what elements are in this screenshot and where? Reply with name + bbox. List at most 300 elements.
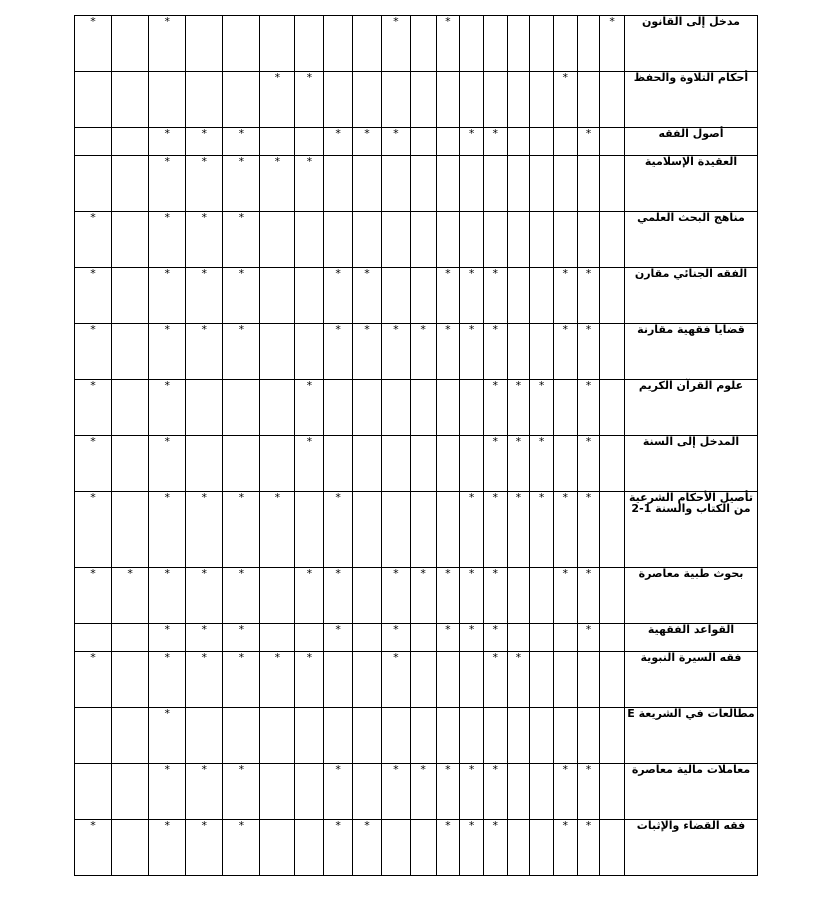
outcome-cell: *	[460, 624, 484, 652]
outcome-cell: *	[295, 652, 324, 708]
outcome-cell	[353, 568, 382, 624]
outcome-cell: *	[295, 436, 324, 492]
outcome-cell	[530, 128, 554, 156]
outcome-cell: *	[353, 820, 382, 876]
outcome-cell	[577, 16, 600, 72]
outcome-cell: *	[483, 436, 507, 492]
outcome-cell	[324, 708, 353, 764]
table-row	[75, 568, 758, 624]
course-name: القواعد الفقهية	[625, 624, 758, 652]
outcome-cell	[260, 820, 295, 876]
outcome-cell	[577, 652, 600, 708]
outcome-cell	[324, 156, 353, 212]
outcome-cell: *	[436, 624, 460, 652]
outcome-cell: *	[75, 568, 112, 624]
outcome-cell: *	[460, 268, 484, 324]
outcome-cell	[460, 156, 484, 212]
outcome-cell: *	[553, 568, 577, 624]
outcome-cell	[600, 156, 625, 212]
outcome-cell: *	[186, 156, 223, 212]
outcome-cell	[223, 436, 260, 492]
outcome-cell	[436, 652, 460, 708]
outcome-cell: *	[149, 380, 186, 436]
outcome-cell: *	[295, 156, 324, 212]
outcome-cell	[483, 212, 507, 268]
outcome-cell	[507, 568, 530, 624]
outcome-cell	[530, 268, 554, 324]
outcome-cell: *	[186, 652, 223, 708]
outcome-cell	[353, 212, 382, 268]
outcome-cell	[530, 72, 554, 128]
outcome-cell: *	[507, 436, 530, 492]
outcome-cell	[600, 72, 625, 128]
outcome-cell: *	[186, 624, 223, 652]
outcome-cell	[410, 436, 436, 492]
outcome-cell: *	[577, 268, 600, 324]
outcome-cell	[530, 820, 554, 876]
outcome-cell	[75, 624, 112, 652]
outcome-cell: *	[600, 16, 625, 72]
outcome-cell	[112, 72, 149, 128]
outcome-cell	[260, 380, 295, 436]
outcome-cell	[75, 128, 112, 156]
outcome-cell	[260, 16, 295, 72]
outcome-cell	[112, 212, 149, 268]
outcome-cell	[112, 324, 149, 380]
outcome-cell	[530, 708, 554, 764]
outcome-cell: *	[483, 624, 507, 652]
outcome-cell	[600, 764, 625, 820]
outcome-cell: *	[260, 652, 295, 708]
outcome-cell: *	[507, 492, 530, 568]
outcome-cell: *	[353, 268, 382, 324]
outcome-cell: *	[223, 268, 260, 324]
outcome-cell: *	[223, 652, 260, 708]
outcome-cell	[260, 324, 295, 380]
outcome-cell: *	[483, 324, 507, 380]
outcome-cell	[507, 16, 530, 72]
outcome-cell: *	[149, 492, 186, 568]
outcome-cell	[75, 708, 112, 764]
outcome-cell	[186, 380, 223, 436]
table-row	[75, 708, 758, 764]
outcome-cell	[223, 708, 260, 764]
outcome-cell	[600, 568, 625, 624]
outcome-cell: *	[577, 324, 600, 380]
outcome-cell	[223, 72, 260, 128]
outcome-cell	[483, 708, 507, 764]
outcome-cell	[436, 436, 460, 492]
outcome-cell: *	[530, 380, 554, 436]
outcome-cell	[112, 764, 149, 820]
outcome-cell: *	[553, 820, 577, 876]
outcome-cell	[324, 380, 353, 436]
outcome-cell	[112, 820, 149, 876]
table-row	[75, 652, 758, 708]
outcome-cell	[75, 72, 112, 128]
outcome-cell: *	[75, 268, 112, 324]
outcome-cell	[353, 72, 382, 128]
course-name: معاملات مالية معاصرة	[625, 764, 758, 820]
outcome-cell: *	[149, 764, 186, 820]
outcome-cell	[436, 708, 460, 764]
outcome-cell: *	[436, 16, 460, 72]
outcome-cell	[507, 156, 530, 212]
outcome-cell	[75, 764, 112, 820]
outcome-cell: *	[223, 568, 260, 624]
course-name: الفقه الجنائي مقارن	[625, 268, 758, 324]
outcome-cell: *	[483, 568, 507, 624]
outcome-cell	[436, 156, 460, 212]
outcome-cell	[600, 380, 625, 436]
outcome-cell: *	[324, 128, 353, 156]
outcome-cell	[381, 492, 410, 568]
outcome-cell	[410, 492, 436, 568]
outcome-cell	[460, 436, 484, 492]
outcome-cell	[353, 708, 382, 764]
outcome-cell	[186, 708, 223, 764]
outcome-cell	[530, 652, 554, 708]
outcome-cell: *	[553, 268, 577, 324]
outcome-cell	[295, 128, 324, 156]
course-outcomes-matrix	[74, 15, 758, 876]
outcome-cell: *	[436, 820, 460, 876]
outcome-cell	[530, 568, 554, 624]
outcome-cell: *	[295, 380, 324, 436]
outcome-cell	[553, 652, 577, 708]
outcome-cell: *	[149, 268, 186, 324]
outcome-cell	[530, 16, 554, 72]
matrix-body	[75, 16, 758, 876]
outcome-cell: *	[410, 568, 436, 624]
outcome-cell: *	[381, 764, 410, 820]
outcome-cell	[600, 268, 625, 324]
outcome-cell: *	[223, 820, 260, 876]
outcome-cell	[186, 436, 223, 492]
outcome-cell: *	[577, 820, 600, 876]
outcome-cell	[381, 72, 410, 128]
outcome-cell: *	[324, 324, 353, 380]
outcome-cell: *	[483, 652, 507, 708]
outcome-cell: *	[75, 820, 112, 876]
outcome-cell	[295, 324, 324, 380]
outcome-cell	[353, 156, 382, 212]
outcome-cell	[507, 324, 530, 380]
outcome-cell: *	[410, 324, 436, 380]
outcome-cell	[553, 16, 577, 72]
outcome-cell: *	[483, 492, 507, 568]
outcome-cell: *	[436, 568, 460, 624]
outcome-cell	[295, 212, 324, 268]
outcome-cell	[410, 156, 436, 212]
outcome-cell: *	[149, 624, 186, 652]
outcome-cell: *	[149, 128, 186, 156]
outcome-cell: *	[223, 156, 260, 212]
outcome-cell	[530, 156, 554, 212]
outcome-cell: *	[324, 624, 353, 652]
course-name: مطالعات في الشريعة E	[625, 708, 758, 764]
outcome-cell: *	[75, 380, 112, 436]
outcome-cell	[381, 268, 410, 324]
course-name: قضايا فقهية مقارنة	[625, 324, 758, 380]
outcome-cell	[260, 212, 295, 268]
outcome-cell: *	[186, 568, 223, 624]
outcome-cell	[553, 708, 577, 764]
outcome-cell: *	[460, 492, 484, 568]
outcome-cell	[530, 764, 554, 820]
table-row	[75, 380, 758, 436]
outcome-cell	[410, 72, 436, 128]
outcome-cell	[507, 820, 530, 876]
outcome-cell	[507, 268, 530, 324]
outcome-cell: *	[436, 324, 460, 380]
outcome-cell: *	[75, 492, 112, 568]
outcome-cell	[600, 212, 625, 268]
outcome-cell: *	[436, 268, 460, 324]
outcome-cell: *	[483, 128, 507, 156]
outcome-cell: *	[186, 764, 223, 820]
outcome-cell: *	[324, 492, 353, 568]
outcome-cell	[295, 492, 324, 568]
outcome-cell	[223, 16, 260, 72]
outcome-cell	[295, 624, 324, 652]
outcome-cell	[186, 72, 223, 128]
outcome-cell	[600, 708, 625, 764]
outcome-cell: *	[436, 764, 460, 820]
outcome-cell: *	[553, 764, 577, 820]
course-name: مدخل إلى القانون	[625, 16, 758, 72]
outcome-cell: *	[530, 492, 554, 568]
outcome-cell	[410, 652, 436, 708]
outcome-cell	[260, 436, 295, 492]
outcome-cell	[353, 16, 382, 72]
outcome-cell	[295, 708, 324, 764]
outcome-cell	[577, 156, 600, 212]
outcome-cell: *	[381, 16, 410, 72]
outcome-cell	[530, 212, 554, 268]
outcome-cell	[410, 16, 436, 72]
outcome-cell: *	[460, 128, 484, 156]
outcome-cell	[553, 128, 577, 156]
outcome-cell: *	[381, 128, 410, 156]
outcome-cell: *	[460, 764, 484, 820]
course-name: أحكام التلاوة والحفظ	[625, 72, 758, 128]
outcome-cell: *	[223, 324, 260, 380]
table-row	[75, 820, 758, 876]
outcome-cell	[353, 436, 382, 492]
outcome-cell	[112, 156, 149, 212]
outcome-cell: *	[186, 212, 223, 268]
outcome-cell: *	[223, 624, 260, 652]
course-name: بحوث طبية معاصرة	[625, 568, 758, 624]
outcome-cell	[324, 436, 353, 492]
outcome-cell: *	[149, 16, 186, 72]
outcome-cell: *	[75, 16, 112, 72]
outcome-cell	[295, 16, 324, 72]
outcome-cell: *	[483, 268, 507, 324]
outcome-cell	[112, 492, 149, 568]
table-row	[75, 156, 758, 212]
outcome-cell	[260, 128, 295, 156]
outcome-cell	[381, 436, 410, 492]
outcome-cell	[112, 380, 149, 436]
outcome-cell	[260, 764, 295, 820]
outcome-cell: *	[353, 128, 382, 156]
outcome-cell: *	[186, 820, 223, 876]
outcome-cell: *	[149, 212, 186, 268]
table-row	[75, 212, 758, 268]
outcome-cell	[460, 380, 484, 436]
outcome-cell	[353, 492, 382, 568]
outcome-cell: *	[530, 436, 554, 492]
outcome-cell: *	[483, 764, 507, 820]
outcome-cell	[260, 708, 295, 764]
outcome-cell: *	[324, 820, 353, 876]
table-row	[75, 324, 758, 380]
outcome-cell: *	[260, 156, 295, 212]
outcome-cell	[295, 820, 324, 876]
outcome-cell	[353, 764, 382, 820]
table-row	[75, 492, 758, 568]
outcome-cell	[460, 652, 484, 708]
outcome-cell: *	[553, 72, 577, 128]
outcome-cell	[530, 624, 554, 652]
outcome-cell	[577, 708, 600, 764]
outcome-cell: *	[553, 324, 577, 380]
outcome-cell	[410, 820, 436, 876]
outcome-cell	[553, 380, 577, 436]
outcome-cell: *	[223, 764, 260, 820]
outcome-cell	[324, 652, 353, 708]
outcome-cell	[112, 268, 149, 324]
table-row	[75, 72, 758, 128]
outcome-cell	[553, 624, 577, 652]
outcome-cell: *	[223, 128, 260, 156]
outcome-cell	[112, 652, 149, 708]
course-name: العقيدة الإسلامية	[625, 156, 758, 212]
outcome-cell	[260, 268, 295, 324]
outcome-cell: *	[149, 652, 186, 708]
outcome-cell	[483, 156, 507, 212]
outcome-cell: *	[507, 380, 530, 436]
outcome-cell: *	[483, 380, 507, 436]
course-name: تأصيل الأحكام الشرعية من الكتاب والسنة 1-2	[625, 492, 758, 568]
outcome-cell: *	[324, 764, 353, 820]
outcome-cell: *	[149, 436, 186, 492]
outcome-cell: *	[577, 380, 600, 436]
outcome-cell	[381, 212, 410, 268]
outcome-cell	[507, 764, 530, 820]
outcome-cell	[324, 72, 353, 128]
outcome-cell	[600, 820, 625, 876]
outcome-cell	[507, 212, 530, 268]
outcome-cell	[112, 708, 149, 764]
outcome-cell	[112, 16, 149, 72]
outcome-cell: *	[324, 568, 353, 624]
outcome-cell	[460, 212, 484, 268]
outcome-cell	[600, 324, 625, 380]
outcome-cell	[410, 212, 436, 268]
outcome-cell: *	[483, 820, 507, 876]
outcome-cell: *	[577, 764, 600, 820]
outcome-cell	[460, 708, 484, 764]
outcome-cell	[553, 212, 577, 268]
outcome-cell	[324, 212, 353, 268]
outcome-cell	[75, 156, 112, 212]
outcome-cell	[507, 128, 530, 156]
table-row	[75, 436, 758, 492]
outcome-cell: *	[507, 652, 530, 708]
outcome-cell: *	[295, 72, 324, 128]
outcome-cell: *	[223, 492, 260, 568]
course-name: المدخل إلى السنة	[625, 436, 758, 492]
outcome-cell	[112, 128, 149, 156]
outcome-cell	[577, 72, 600, 128]
outcome-cell: *	[381, 652, 410, 708]
outcome-cell: *	[577, 128, 600, 156]
outcome-cell: *	[324, 268, 353, 324]
table-row	[75, 128, 758, 156]
outcome-cell	[530, 324, 554, 380]
outcome-cell	[223, 380, 260, 436]
outcome-cell: *	[260, 492, 295, 568]
outcome-cell	[353, 380, 382, 436]
outcome-cell: *	[186, 128, 223, 156]
outcome-cell: *	[381, 324, 410, 380]
course-name: مناهج البحث العلمي	[625, 212, 758, 268]
outcome-cell: *	[577, 568, 600, 624]
outcome-cell	[577, 212, 600, 268]
outcome-cell: *	[577, 492, 600, 568]
outcome-cell	[600, 624, 625, 652]
outcome-cell	[410, 128, 436, 156]
outcome-cell: *	[75, 652, 112, 708]
outcome-cell: *	[75, 324, 112, 380]
outcome-cell	[353, 652, 382, 708]
outcome-cell: *	[381, 568, 410, 624]
outcome-cell	[410, 708, 436, 764]
outcome-cell	[353, 624, 382, 652]
outcome-cell	[295, 268, 324, 324]
outcome-cell	[436, 212, 460, 268]
outcome-cell	[381, 156, 410, 212]
table-row	[75, 764, 758, 820]
outcome-cell	[295, 764, 324, 820]
outcome-cell: *	[577, 624, 600, 652]
outcome-cell	[436, 72, 460, 128]
outcome-cell: *	[186, 324, 223, 380]
outcome-cell	[507, 72, 530, 128]
table-row	[75, 624, 758, 652]
course-name: فقه القضاء والإثبات	[625, 820, 758, 876]
table-row	[75, 16, 758, 72]
outcome-cell	[600, 436, 625, 492]
outcome-cell	[186, 16, 223, 72]
outcome-cell: *	[186, 268, 223, 324]
outcome-cell: *	[149, 324, 186, 380]
outcome-cell	[460, 72, 484, 128]
outcome-cell	[381, 380, 410, 436]
outcome-cell	[112, 436, 149, 492]
outcome-cell	[260, 568, 295, 624]
outcome-cell: *	[460, 324, 484, 380]
outcome-cell	[260, 624, 295, 652]
outcome-cell	[149, 72, 186, 128]
outcome-cell: *	[223, 212, 260, 268]
course-name: أصول الفقه	[625, 128, 758, 156]
outcome-cell	[553, 156, 577, 212]
outcome-cell: *	[149, 568, 186, 624]
